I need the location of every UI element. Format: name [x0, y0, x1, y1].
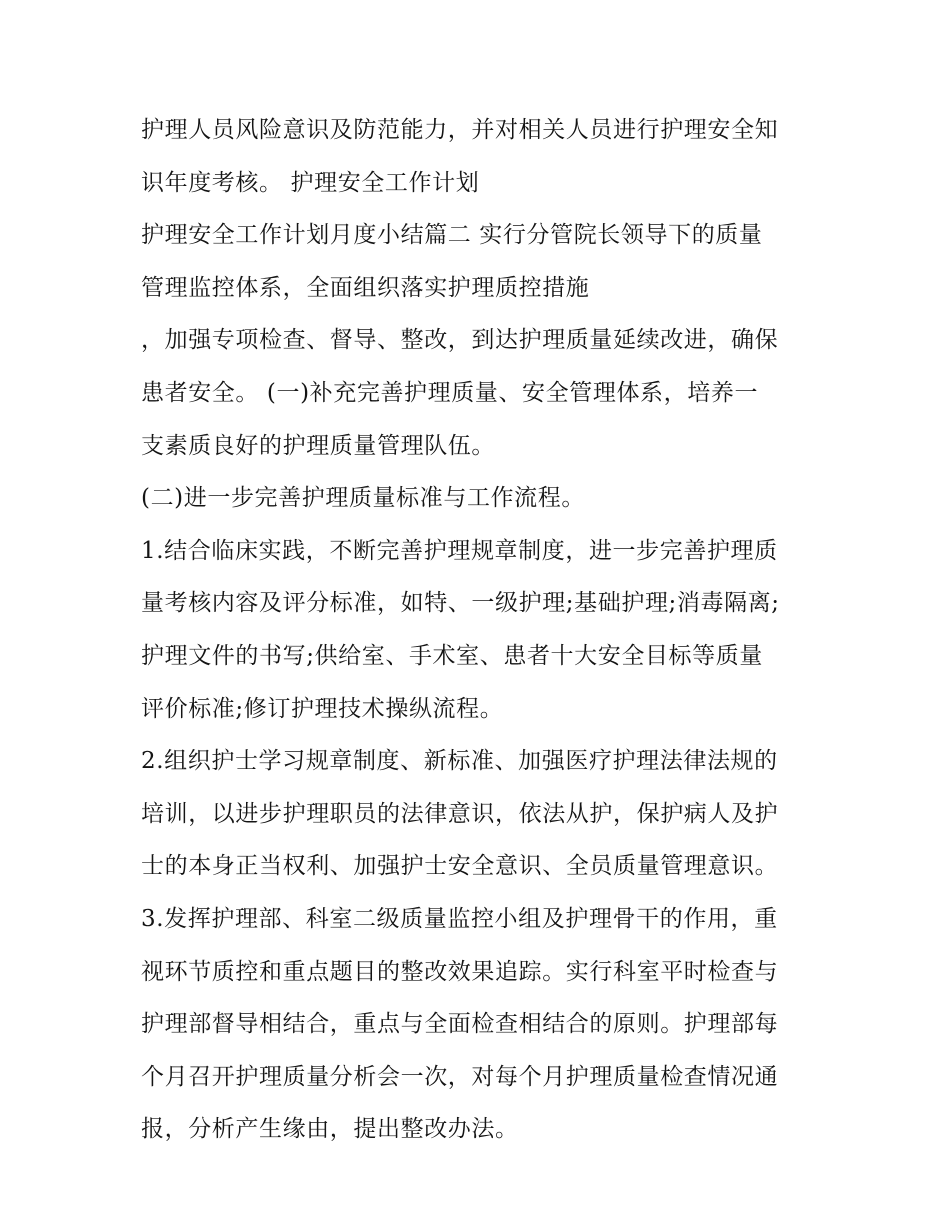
text-line: 识年度考核。 护理安全工作计划: [141, 169, 480, 196]
text-line: 视环节质控和重点题目的整改效果追踪。实行科室平时检查与: [141, 958, 779, 985]
text-line: 个月召开护理质量分析会一次，对每个月护理质量检查情况通: [141, 1063, 779, 1090]
document-body: [141, 104, 821, 1156]
text-line: 护理安全工作计划月度小结篇二 实行分管院长领导下的质量: [141, 222, 763, 249]
text-line: 培训，以进步护理职员的法律意识，依法从护，保护病人及护: [141, 800, 779, 827]
text-line: 3.发挥护理部、科室二级质量监控小组及护理骨干的作用，重: [141, 905, 778, 932]
text-line: 护理文件的书写;供给室、手术室、患者十大安全目标等质量: [141, 642, 763, 669]
text-line: 管理监控体系，全面组织落实护理质控措施: [141, 274, 590, 301]
text-line: 支素质良好的护理质量管理队伍。: [141, 432, 495, 459]
text-line: 报，分析产生缘由，提出整改办法。: [141, 1116, 519, 1143]
text-line: ，加强专项检查、督导、整改，到达护理质量延续改进，确保: [141, 327, 779, 354]
text-line: 评价标准;修订护理技术操纵流程。: [141, 695, 504, 722]
text-line: 量考核内容及评分标准，如特、一级护理;基础护理;消毒隔离;: [141, 590, 780, 617]
text-line: 2.组织护士学习规章制度、新标准、加强医疗护理法律法规的: [141, 748, 778, 775]
text-line: 患者安全。 (一)补充完善护理质量、安全管理体系，培养一: [141, 379, 759, 406]
text-line: 护理部督导相结合，重点与全面检查相结合的原则。护理部每: [141, 1011, 779, 1038]
text-line: 护理人员风险意识及防范能力，并对相关人员进行护理安全知: [141, 117, 779, 143]
text-line: 1.结合临床实践，不断完善护理规章制度，进一步完善护理质: [141, 537, 778, 564]
text-line: (二)进一步完善护理质量标准与工作流程。: [141, 485, 585, 512]
text-line: 士的本身正当权利、加强护士安全意识、全员质量管理意识。: [141, 853, 779, 880]
